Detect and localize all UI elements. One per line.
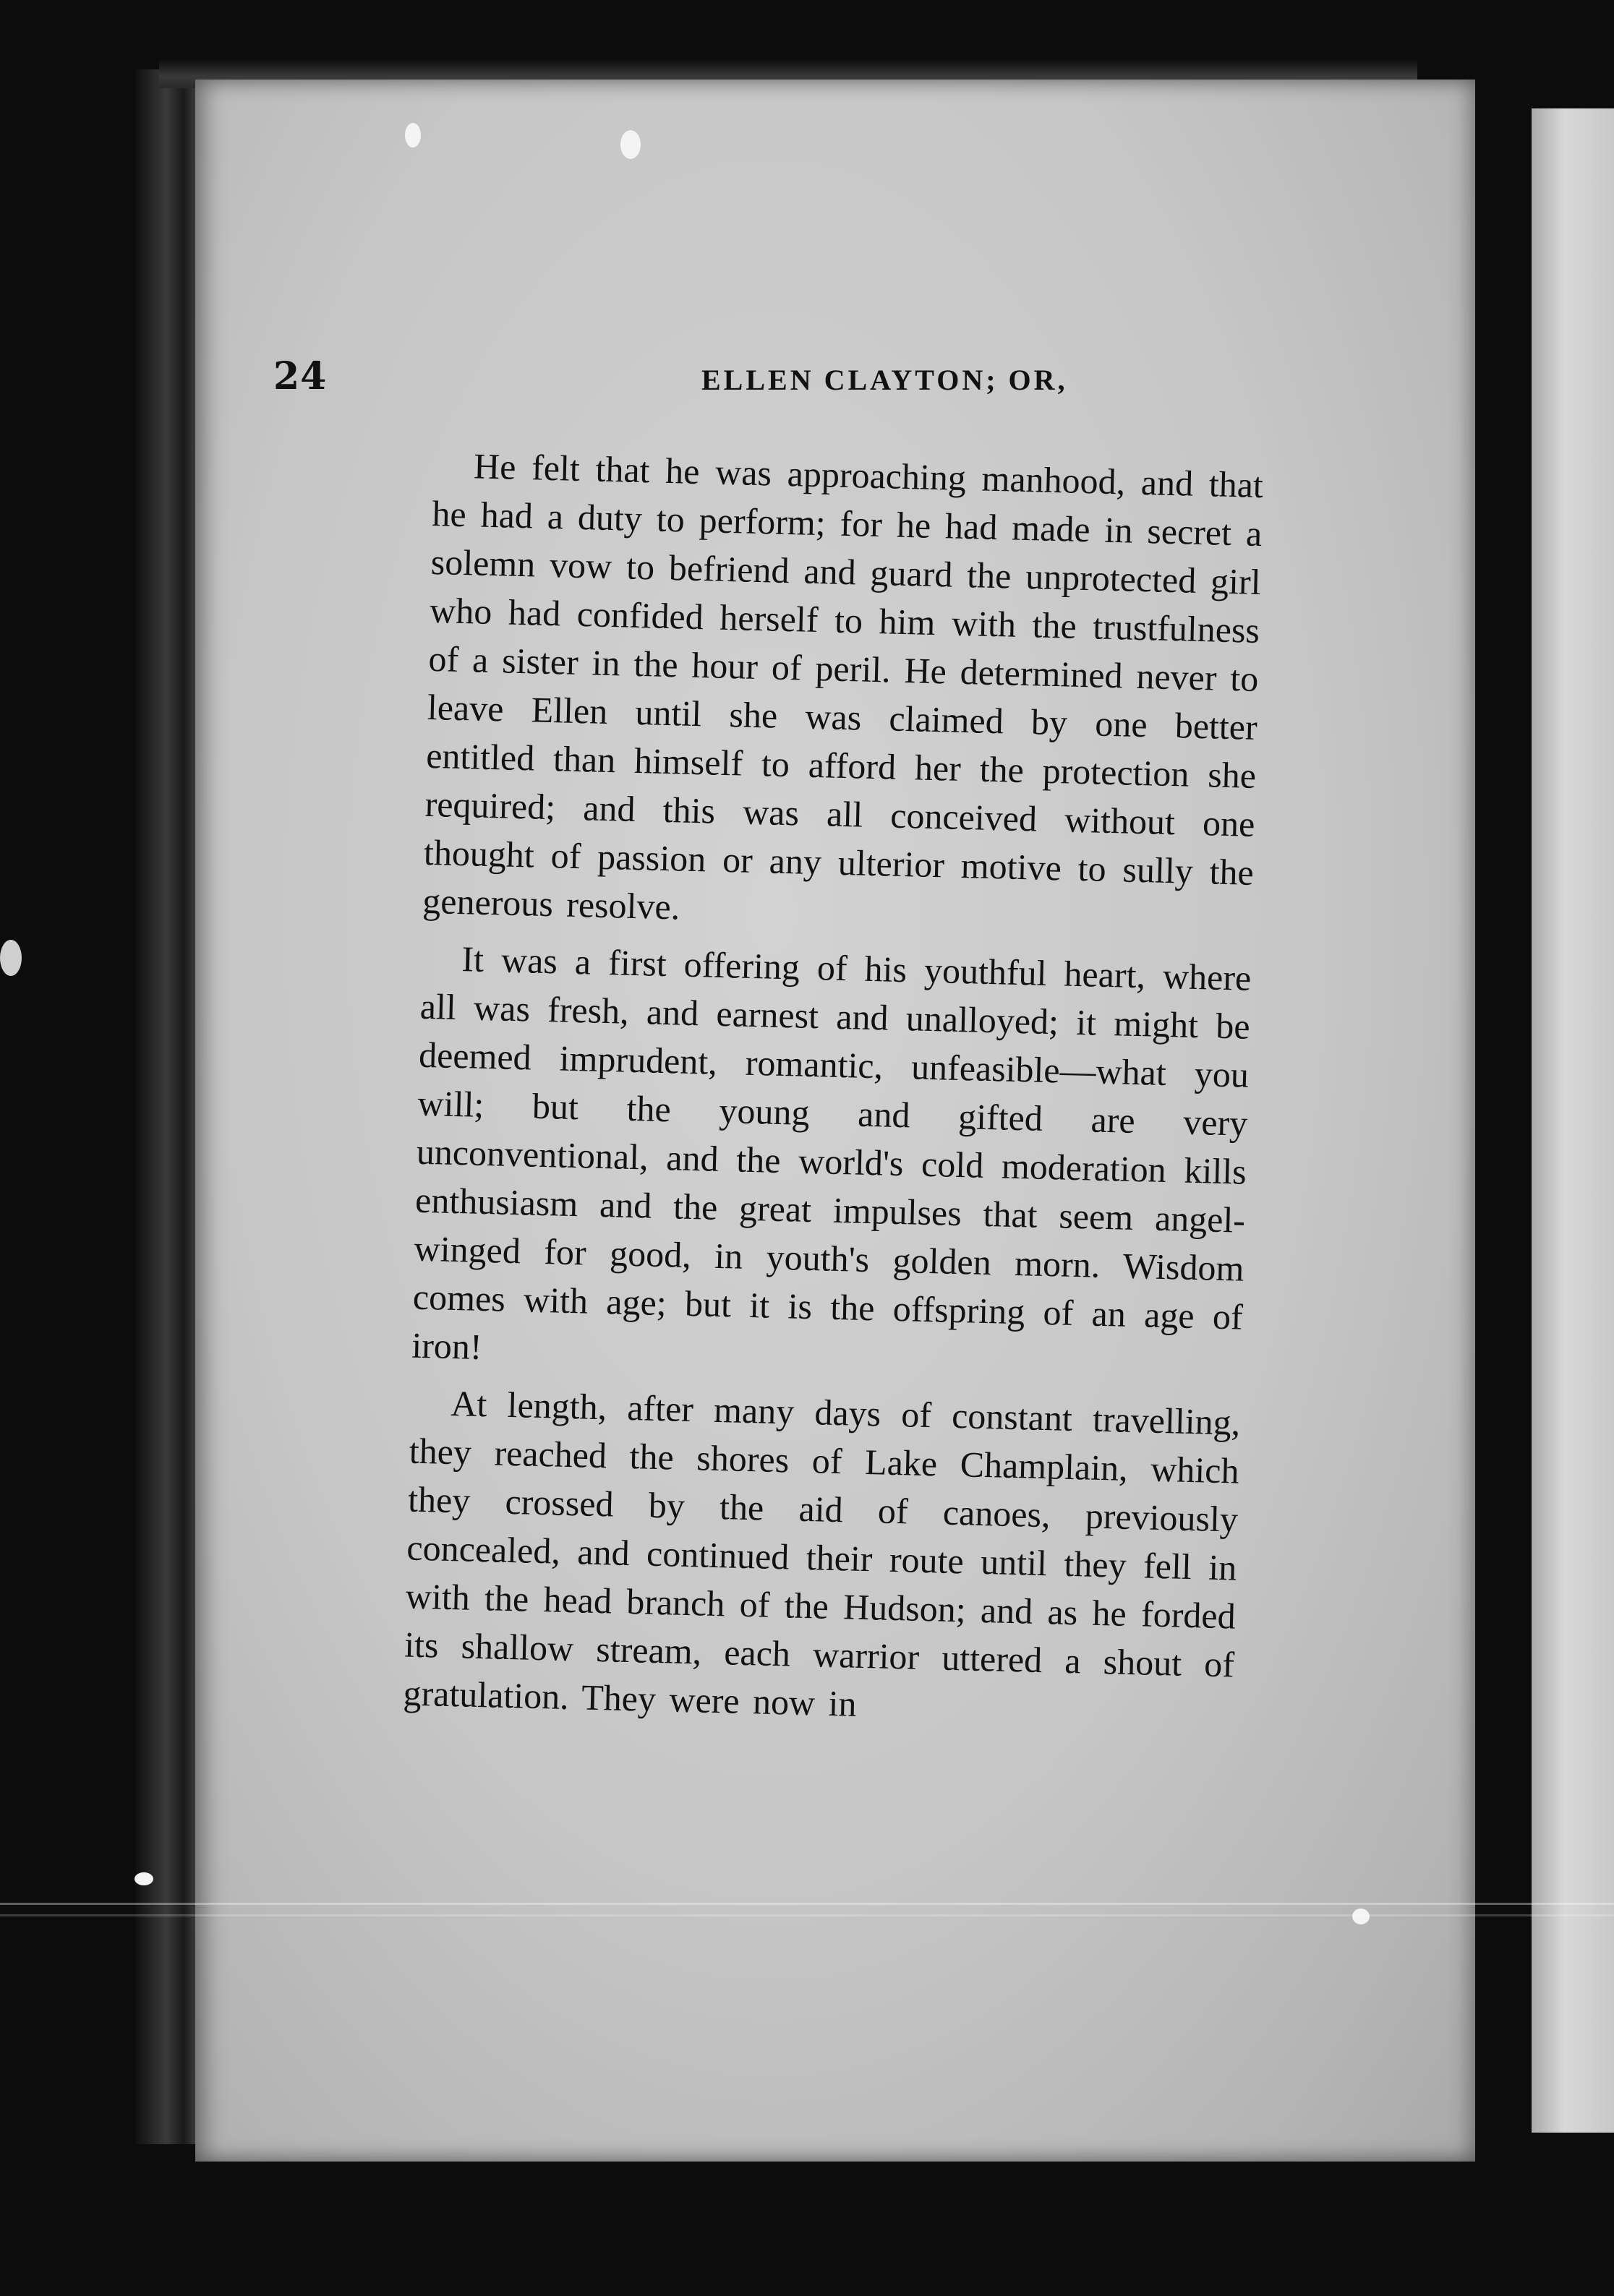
page-number: 24 [273,354,328,398]
scan-artifact-line [0,1903,1614,1905]
dust-speck [620,130,641,159]
body-text [403,441,1264,1747]
paragraph: He felt that he was approaching manhood, and that he had a duty to perform; for he had made in secret a solemn vow to befriend and guard the unprotected girl who had confided herself to him with the trustfulness of a sister in the hour of peril. He determined never to leave Ellen until she was claimed by one better entitled than himself to afford her the protection she required; and this was all conceived without one thought of passion or any ulterior motive to sully the generous resolve. [422,445,1264,928]
dust-speck [134,1872,153,1885]
paragraph: It was a first offering of his youthful heart, where all was fresh, and earnest and unalloyed; it might be deemed imprudent, romantic, unfeasible—what you will; but the young and gifted are very unconventional, and the world's cold moderation kills enthusiasm and the great impulses that seem angel-winged for good, in youth's golden morn. Wisdom comes with age; but it is the offspring of an age of iron! [411,938,1252,1367]
facing-page-edge [1532,108,1614,2133]
dust-speck [1352,1909,1370,1924]
running-head: ELLEN CLAYTON; OR, [701,364,1068,396]
dust-speck [0,940,22,976]
dust-speck [405,123,421,147]
scan-artifact-line [0,1914,1614,1916]
paragraph: At length, after many days of constant travelling, they reached the shores of Lake Champlain, which they crossed by the aid of canoes, previously concealed, and continued their route until they fell in with the head branch of the Hudson; and as he forded its shallow stream, each warrior uttered a shout of gratulation. They were now in [402,1382,1241,1724]
